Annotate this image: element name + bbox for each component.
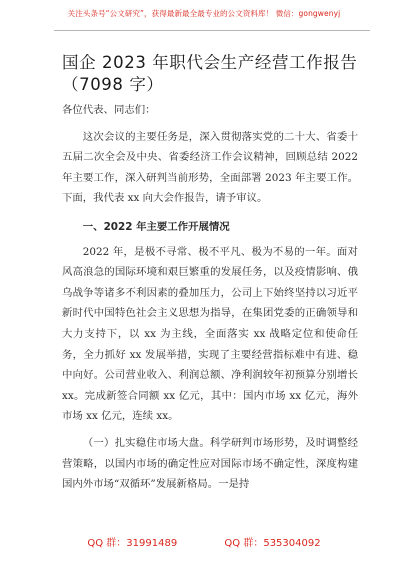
qq-group-2: QQ 群：535304092: [224, 538, 321, 549]
document-body: [62, 100, 358, 495]
section-paragraph: （一）扎实稳住市场大盘。科学研判市场形势，及时调整经营策略，以国内市场的确定性应对国际市场不确定性，深度构建国内外市场“双循环”发展新格局。一是持: [62, 436, 358, 491]
document-title: 国企 2023 年职代会生产经营工作报告（7098 字）: [62, 53, 358, 94]
header-banner: 关注头条号“公文研究”，获得最新最全最专业的公文资料库！ 微信：gongwenyj: [67, 9, 341, 18]
header-divider: [54, 30, 370, 31]
footer-contacts: [0, 534, 408, 549]
greeting: 各位代表、同志们：: [62, 104, 156, 116]
intro-paragraph: 这次会议的主要任务是，深入贯彻落实党的二十大、省委十五届二次全会及中央、省委经济工作会议精神，回顾总结 2022 年主要工作，深入研判当前形势，全面部署 2023 年主要工作。下面，我代表 xx 向大会作报告，请予审议。: [62, 130, 358, 205]
section-heading: 一、2022 年主要工作开展情况: [82, 220, 230, 233]
section-paragraph: 2022 年，是极不寻常、极不平凡、极为不易的一年。面对风高浪急的国际环境和艰巨繁重的发展任务，以及疫情影响、俄乌战争等诸多不利因素的叠加压力，公司上下始终坚持以习近平新时代中国特色社会主义思想为指导，在集团党委的正确领导和大力支持下，以 xx 为主线，全面落实 xx 战略定位和使命任务，全力抓好 xx 发展举措，实现了主要经营指标难中有进、稳中向好。公司营业收入、利润总额、净利润较年初预算分别增长 xx。完成新签合同额 xx 亿元，其中：国内市场 xx 亿元，海外市场 xx 亿元，连续 xx。: [62, 245, 358, 423]
qq-group-1: QQ 群：31991489: [87, 538, 178, 549]
